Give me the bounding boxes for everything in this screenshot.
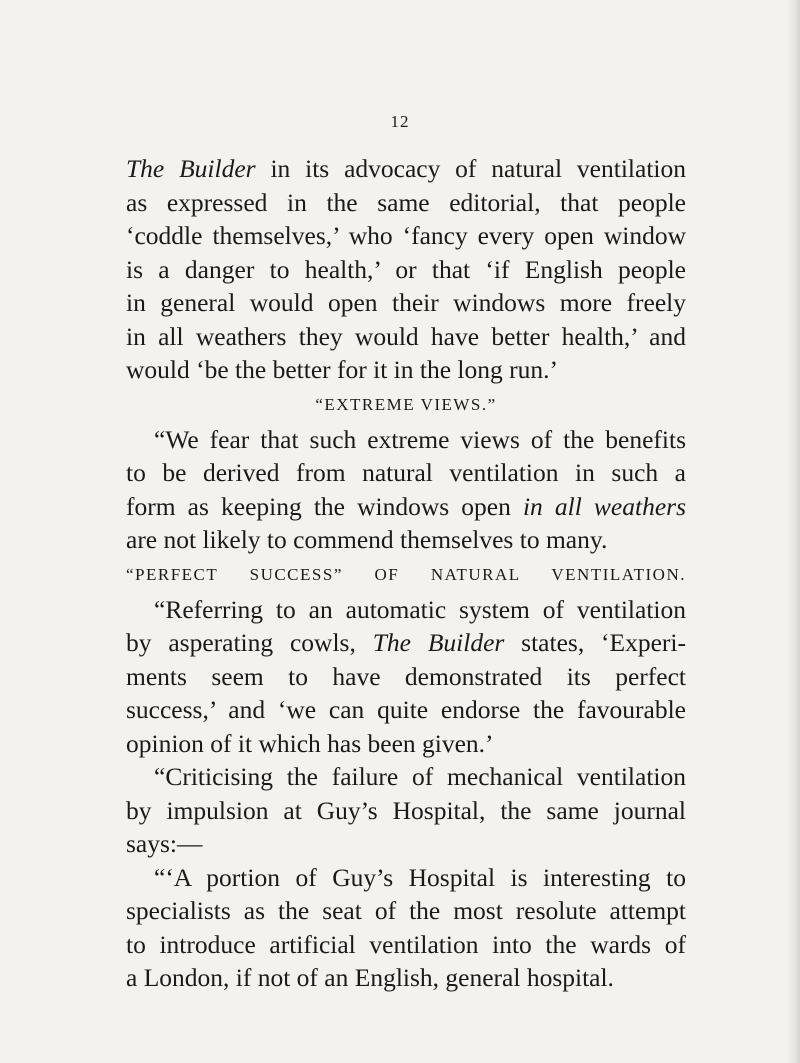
- text-line: [126, 928, 686, 962]
- text-line: [126, 423, 686, 457]
- text-line: [126, 286, 686, 320]
- text-run: “‘A portion of Guy’s Hospital is interesting to: [154, 862, 686, 892]
- text-run: “Criticising the failure of mechanical ventilation: [154, 762, 686, 791]
- text-run: specialists as the seat of the most resolute attempt: [126, 896, 686, 925]
- text-run: form as keeping the windows open: [126, 491, 523, 521]
- text-line: [126, 490, 686, 524]
- page-number: 12: [390, 112, 410, 131]
- text-line: [126, 152, 686, 186]
- text-run: “Referring to an automatic system of ventilation: [154, 594, 686, 624]
- text-run: in all weathers they would have better health,’ and: [126, 321, 686, 351]
- text-run: opinion of it which has been given.’: [126, 728, 494, 758]
- page-edge-shadow: [786, 0, 800, 1063]
- text-line: [126, 894, 686, 928]
- text-run: a London, if not of an English, general hospital.: [126, 963, 614, 992]
- text-line: [126, 593, 686, 627]
- text-run: as expressed in the same editorial, that people: [126, 187, 686, 217]
- text-run: states, ‘Experi-: [504, 628, 686, 657]
- text-line: [126, 827, 686, 861]
- text-run: ‘coddle themselves,’ who ‘fancy every open window: [126, 221, 686, 250]
- paragraph-1: [126, 152, 686, 387]
- paragraph-3: [126, 593, 686, 995]
- text-run: would ‘be the better for it in the long run.’: [126, 355, 558, 384]
- italic-text: in all weathers: [522, 491, 686, 521]
- body-text: [126, 152, 686, 995]
- text-run: says:—: [126, 829, 203, 858]
- paragraph-2: [126, 423, 686, 557]
- text-line: [126, 523, 686, 557]
- text-run: to introduce artificial ventilation into the wards of: [126, 929, 686, 959]
- text-line: [126, 353, 686, 387]
- text-line: [126, 456, 686, 490]
- italic-text: The Builder: [372, 628, 505, 657]
- italic-text: The Builder: [126, 154, 256, 183]
- text-run: by impulsion at Guy’s Hospital, the same journal: [126, 795, 686, 825]
- text-line: [126, 760, 686, 794]
- text-line: [126, 861, 686, 895]
- text-line: [126, 186, 686, 220]
- text-run: “We fear that such extreme views of the benefits: [154, 424, 686, 454]
- section-heading-perfect-success: “PERFECT SUCCESS” OF NATURAL VENTILATION.: [126, 564, 686, 584]
- text-run: ments seem to have demonstrated its perfect: [126, 661, 686, 691]
- text-run: in general would open their windows more freely: [126, 288, 686, 317]
- text-run: are not likely to commend themselves to many.: [126, 525, 608, 554]
- text-line: [126, 794, 686, 828]
- text-run: in its advocacy of natural ventilation: [255, 154, 686, 183]
- text-line: [126, 320, 686, 354]
- text-line: [126, 961, 686, 995]
- text-line: [126, 626, 686, 660]
- text-line: [126, 727, 686, 761]
- text-line: [126, 219, 686, 253]
- text-run: by asperating cowls,: [126, 628, 373, 657]
- text-line: [126, 693, 686, 727]
- text-run: success,’ and ‘we can quite endorse the favourable: [126, 695, 686, 724]
- text-run: is a danger to health,’ or that ‘if English people: [126, 254, 686, 284]
- section-heading-extreme-views: “EXTREME VIEWS.”: [315, 394, 497, 414]
- text-line: [126, 660, 686, 694]
- text-line: [126, 253, 686, 287]
- text-run: to be derived from natural ventilation in such a: [126, 458, 686, 487]
